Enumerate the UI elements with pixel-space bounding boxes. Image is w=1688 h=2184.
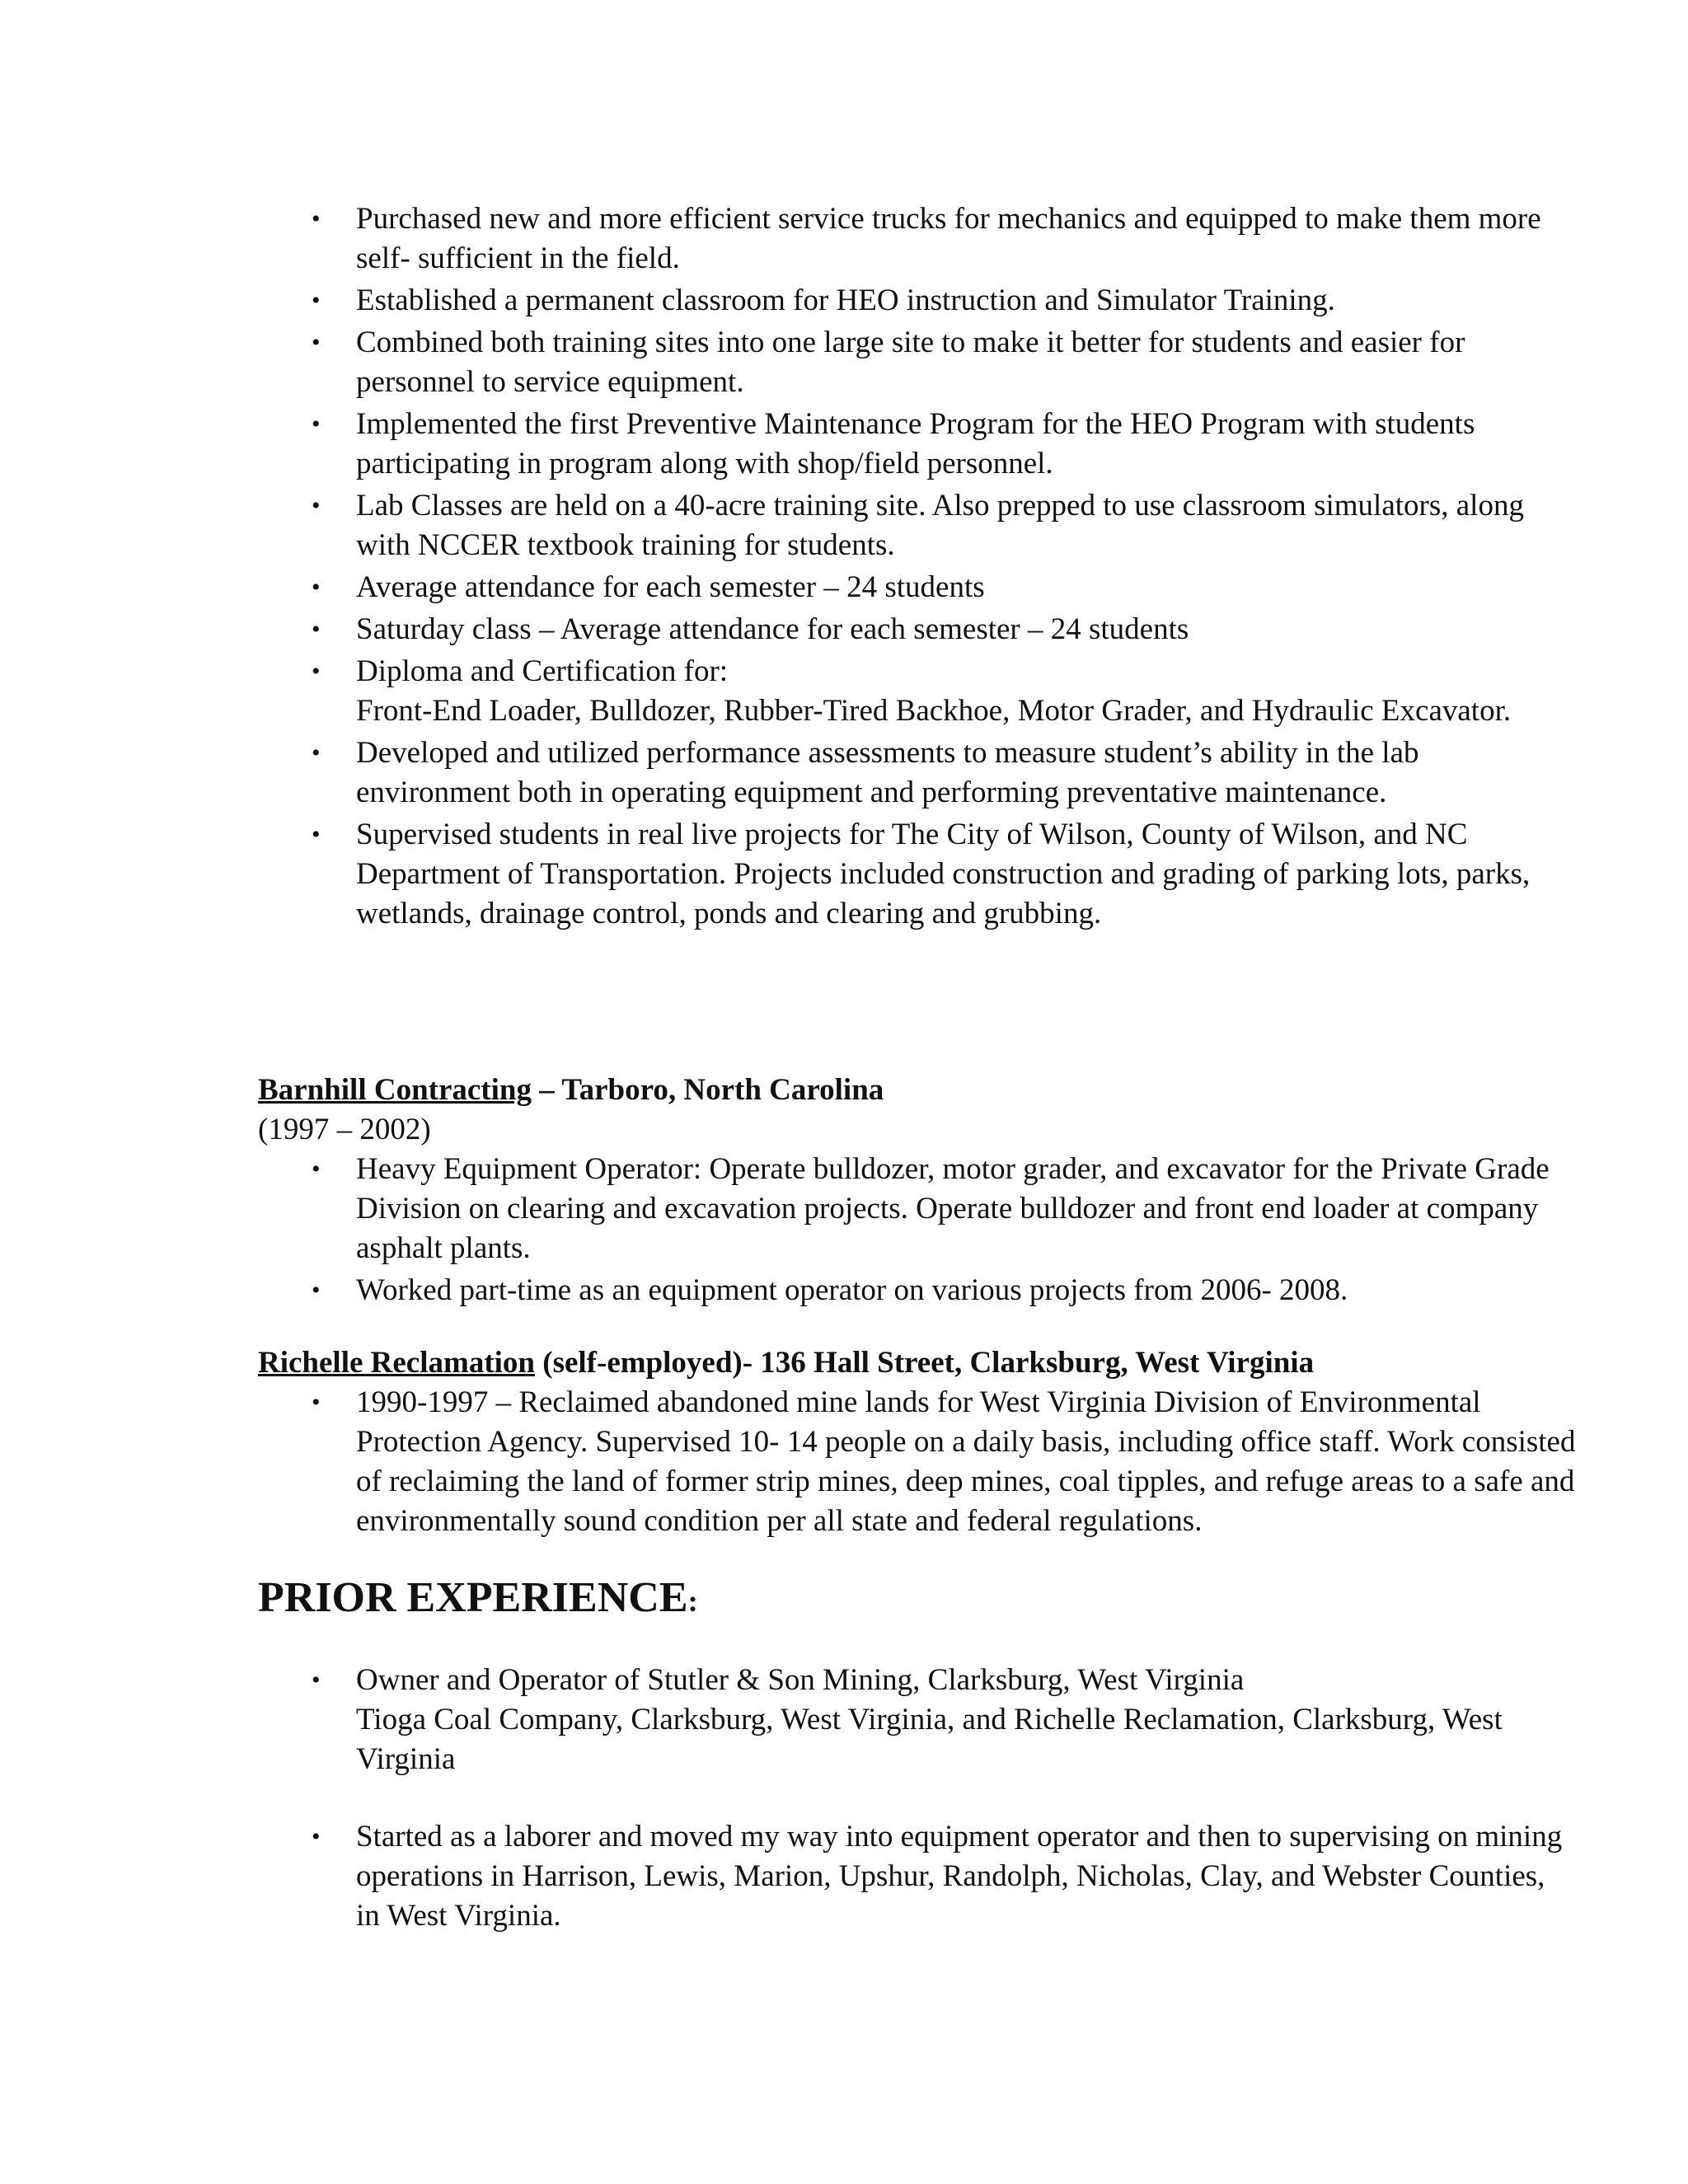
barnhill-dates: (1997 – 2002) xyxy=(258,1113,431,1146)
list-item xyxy=(312,652,1576,731)
bullet-text: Developed and utilized performance assessments to measure student’s ability in the lab environment both in operating equipment and performing preventative maintenance. xyxy=(356,736,1419,809)
bullet-text: Purchased new and more efficient service trucks for mechanics and equipped to make them more self- sufficient in the field. xyxy=(356,202,1541,275)
bullet-text: Established a permanent classroom for HEO instruction and Simulator Training. xyxy=(356,284,1335,317)
barnhill-company: Barnhill Contracting xyxy=(258,1073,532,1107)
list-item xyxy=(312,199,1576,279)
section-title-text: PRIOR EXPERIENCE xyxy=(258,1574,688,1621)
barnhill-bullet-list xyxy=(312,1150,1576,1313)
bullet-icon: • xyxy=(312,658,321,685)
list-item xyxy=(312,1271,1576,1310)
list-item xyxy=(312,1661,1576,1779)
list-item xyxy=(312,281,1576,321)
bullet-text: Combined both training sites into one large site to make it better for students and easier for personnel to service equipment. xyxy=(356,326,1465,399)
richelle-heading xyxy=(258,1343,1314,1383)
bullet-text: Supervised students in real live projects for The City of Wilson, County of Wilson, and NC Department of Transportation. Projects included construction and grading of parking lots, parks, wetlands, drainage control, ponds and clearing and grubbing. xyxy=(356,818,1531,930)
barnhill-location: – Tarboro, North Carolina xyxy=(532,1073,884,1107)
prior-subline: Tioga Coal Company, Clarksburg, West Virginia, and Richelle Reclamation, Clarksburg, West Virginia xyxy=(356,1703,1503,1776)
bullet-icon: • xyxy=(312,1666,321,1694)
bullet-icon: • xyxy=(312,739,321,766)
richelle-details: (self-employed)- 136 Hall Street, Clarksburg, West Virginia xyxy=(535,1346,1315,1380)
bullet-icon: • xyxy=(312,329,321,356)
list-item xyxy=(312,733,1576,813)
list-item xyxy=(312,610,1576,649)
list-item xyxy=(312,1150,1576,1268)
list-item xyxy=(312,405,1576,484)
bullet-text: Owner and Operator of Stutler & Son Mining, Clarksburg, West Virginia xyxy=(356,1663,1245,1697)
richelle-bullet-list xyxy=(312,1383,1576,1544)
barnhill-heading xyxy=(258,1071,884,1110)
bullet-icon: • xyxy=(312,574,321,601)
list-item xyxy=(312,568,1576,607)
list-item xyxy=(312,486,1576,565)
section-title-colon: : xyxy=(687,1585,698,1619)
bullet-text: Heavy Equipment Operator: Operate bulldozer, motor grader, and excavator for the Private Grade Division on clearing and excavation projects. Operate bulldozer and front end loader at company asphalt plants. xyxy=(356,1152,1550,1265)
bullet-text: Diploma and Certification for: xyxy=(356,654,729,688)
list-item xyxy=(312,323,1576,402)
bullet-text: Started as a laborer and moved my way into equipment operator and then to supervising on mining operations in Harrison, Lewis, Marion, Upshur, Randolph, Nicholas, Clay, and Webster Counties, in West Virginia. xyxy=(356,1820,1563,1933)
bullet-icon: • xyxy=(312,410,321,438)
list-item xyxy=(312,815,1576,934)
bullet-icon: • xyxy=(312,1389,321,1416)
bullet-text: Lab Classes are held on a 40-acre training site. Also prepped to use classroom simulators, along with NCCER textbook training for students. xyxy=(356,489,1524,562)
bullet-text: Saturday class – Average attendance for each semester – 24 students xyxy=(356,612,1189,646)
prior-experience-title xyxy=(258,1572,698,1629)
diploma-subline: Front-End Loader, Bulldozer, Rubber-Tired Backhoe, Motor Grader, and Hydraulic Excavator. xyxy=(356,694,1512,728)
bullet-text: Worked part-time as an equipment operator on various projects from 2006- 2008. xyxy=(356,1273,1348,1307)
richelle-company: Richelle Reclamation xyxy=(258,1346,535,1380)
bullet-icon: • xyxy=(312,287,321,314)
duties-bullet-list xyxy=(312,199,1576,936)
bullet-icon: • xyxy=(312,492,321,519)
bullet-icon: • xyxy=(312,821,321,848)
list-item xyxy=(312,1383,1576,1541)
bullet-icon: • xyxy=(312,1277,321,1304)
bullet-icon: • xyxy=(312,205,321,232)
bullet-icon: • xyxy=(312,1155,321,1183)
bullet-text: Average attendance for each semester – 24 students xyxy=(356,570,985,604)
prior-bullet-list xyxy=(312,1661,1576,1938)
bullet-icon: • xyxy=(312,616,321,643)
bullet-text: 1990-1997 – Reclaimed abandoned mine lands for West Virginia Division of Environmental Protection Agency. Supervised 10- 14 people on a daily basis, including office staff. Work consisted of reclaiming the land of former strip mines, deep mines, coal tipples, and refuge areas to a safe and environmentally sound condition per all state and federal regulations. xyxy=(356,1385,1576,1538)
bullet-text: Implemented the first Preventive Maintenance Program for the HEO Program with students participating in program along with shop/field personnel. xyxy=(356,407,1475,480)
bullet-icon: • xyxy=(312,1823,321,1850)
list-item xyxy=(312,1817,1576,1936)
